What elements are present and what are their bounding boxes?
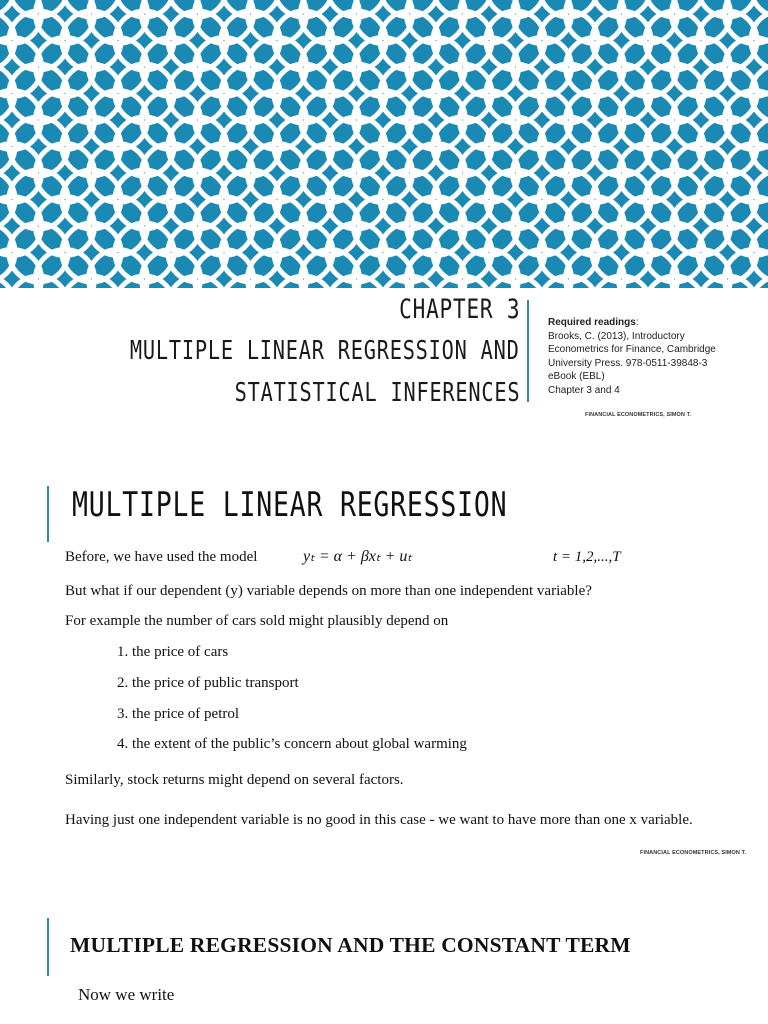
list-item: 3. the price of petrol — [117, 706, 240, 722]
model-equation: yₜ = α + βxₜ + uₜ — [303, 548, 413, 565]
reading-line: Econometrics for Finance, Cambridge — [548, 344, 716, 355]
title-divider — [527, 300, 529, 402]
question-text: But what if our dependent (y) variable depends on more than one independent variable? — [65, 583, 592, 599]
list-item: 2. the price of public transport — [117, 675, 299, 691]
readings-colon: : — [635, 317, 639, 328]
reading-line: eBook (EBL) — [548, 371, 605, 382]
required-readings — [548, 316, 763, 397]
list-item: 4. the extent of the public’s concern about global warming — [117, 736, 467, 752]
conclusion-text: Having just one independent variable is no good in this case - we want to have more than one x variable. — [65, 812, 693, 828]
slide-title: MULTIPLE REGRESSION AND THE CONSTANT TERM — [70, 933, 631, 957]
chapter-title: CHAPTER 3 — [398, 294, 520, 325]
chapter-subtitle-line-2: STATISTICAL INFERENCES — [234, 378, 520, 408]
slide-footer: FINANCIAL ECONOMETRICS, SIMON T. — [585, 412, 692, 418]
reading-line: Chapter 3 and 4 — [548, 384, 620, 396]
reading-line: University Press. 978-0511-39848-3 — [548, 357, 708, 369]
decorative-banner — [0, 0, 768, 288]
slide-accent-bar — [47, 486, 49, 542]
readings-label: Required readings — [548, 317, 636, 328]
list-item: 1. the price of cars — [117, 644, 229, 660]
reading-line: Brooks, C. (2013), Introductory — [548, 330, 685, 342]
intro-text: Before, we have used the model — [65, 549, 258, 565]
slide-footer: FINANCIAL ECONOMETRICS, SIMON T. — [640, 850, 747, 856]
chapter-subtitle-line-1: MULTIPLE LINEAR REGRESSION AND — [130, 336, 520, 366]
slide-title: MULTIPLE LINEAR REGRESSION — [72, 485, 508, 525]
intro-text: Now we write — [78, 985, 175, 1004]
similarly-text: Similarly, stock returns might depend on several factors. — [65, 772, 404, 788]
index-range: t = 1,2,...,T — [553, 549, 621, 565]
example-text: For example the number of cars sold might plausibly depend on — [65, 613, 449, 629]
slide-accent-bar — [47, 918, 49, 976]
